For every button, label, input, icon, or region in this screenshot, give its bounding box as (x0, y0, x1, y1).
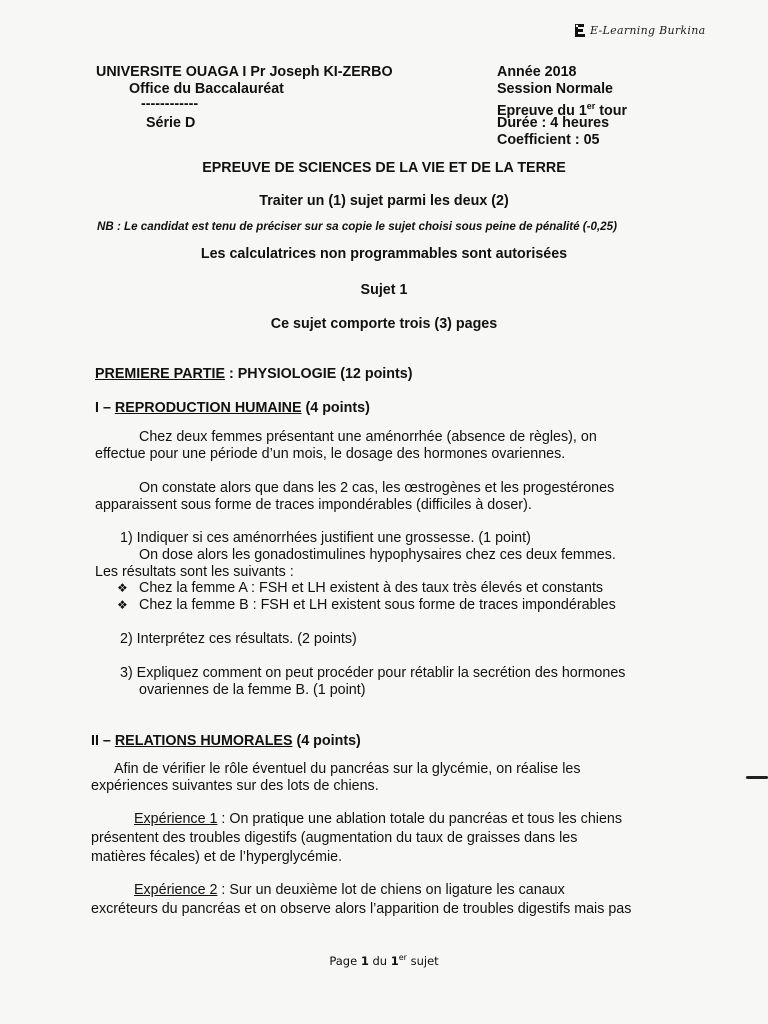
session: Session Normale (497, 81, 614, 97)
section-two-heading: II – RELATIONS HUMORALES (4 points) (91, 733, 361, 749)
sec1-paragraph1-line1: Chez deux femmes présentant une aménorrhée (absence de règles), on (139, 429, 597, 445)
experience-1-line2: présentent des troubles digestifs (augmentation du taux de graisses dans les (91, 830, 578, 846)
diamond-bullet-icon: ❖ (117, 581, 128, 595)
nb-note: NB : Le candidat est tenu de préciser sur sa copie le sujet choisi sous peine de pénalité (-0,25) (97, 220, 617, 233)
header-dashes: ------------ (141, 96, 199, 112)
sec1-paragraph3-line2: Les résultats sont les suivants : (95, 564, 294, 580)
subject-heading: Sujet 1 (360, 282, 408, 298)
logo-text: E-Learning Burkina (590, 23, 706, 37)
logo (573, 22, 705, 38)
sec1-paragraph3-line1: On dose alors les gonadostimulines hypophysaires chez ces deux femmes. (139, 547, 616, 563)
university-name: UNIVERSITE OUAGA I Pr Joseph KI-ZERBO (96, 64, 393, 80)
calculators-note: Les calculatrices non programmables sont autorisées (200, 246, 568, 262)
question-3-line2: ovariennes de la femme B. (1 point) (139, 682, 366, 698)
question-1: 1) Indiquer si ces aménorrhées justifient une grossesse. (1 point) (120, 530, 531, 546)
sec1-paragraph1-line2: effectue pour une période d’un mois, le dosage des hormones ovariennes. (95, 446, 566, 462)
experience-2-line2: excréteurs du pancréas et on observe alors l’apparition de troubles digestifs mais pas (91, 901, 632, 917)
page-footer: Page 1 du 1er sujet (329, 953, 439, 968)
question-2: 2) Interprétez ces résultats. (2 points) (120, 631, 357, 647)
sec1-paragraph2-line2: apparaissent sous forme de traces impondérables (difficiles à doser). (95, 497, 532, 513)
sec2-paragraph1-line1: Afin de vérifier le rôle éventuel du pancréas sur la glycémie, on réalise les (114, 761, 581, 777)
bullet-woman-a: ❖ Chez la femme A : FSH et LH existent à des taux très élevés et constants (117, 580, 604, 596)
experience-1-line1: Expérience 1 : On pratique une ablation totale du pancréas et tous les chiens (134, 811, 623, 827)
office-name: Office du Baccalauréat (129, 81, 284, 97)
pages-note: Ce sujet comporte trois (3) pages (270, 316, 498, 332)
sec2-paragraph1-line2: expériences suivantes sur des lots de chiens. (91, 778, 379, 794)
instruction: Traiter un (1) sujet parmi les deux (2) (259, 193, 509, 209)
diamond-bullet-icon: ❖ (117, 598, 128, 612)
section-one-heading: I – REPRODUCTION HUMAINE (4 points) (95, 400, 370, 416)
part-one-heading: PREMIERE PARTIE : PHYSIOLOGIE (12 points) (95, 366, 413, 382)
epreuve-tour: Epreuve du 1er tour (497, 101, 628, 119)
sec1-paragraph2-line1: On constate alors que dans les 2 cas, les œstrogènes et les progestérones (139, 480, 615, 496)
serie: Série D (146, 115, 196, 131)
question-3-line1: 3) Expliquez comment on peut procéder pour rétablir la secrétion des hormones (120, 665, 626, 681)
margin-mark (746, 776, 768, 779)
coefficient: Coefficient : 05 (497, 132, 600, 148)
experience-2-line1: Expérience 2 : Sur un deuxième lot de chiens on ligature les canaux (134, 882, 565, 898)
duration: Durée : 4 heures (497, 115, 610, 131)
bullet-woman-b: ❖ Chez la femme B : FSH et LH existent sous forme de traces impondérables (117, 597, 616, 613)
year: Année 2018 (497, 64, 577, 80)
e-learning-logo-icon (573, 22, 587, 38)
exam-title: EPREUVE DE SCIENCES DE LA VIE ET DE LA TERRE (202, 160, 566, 176)
experience-1-line3: matières fécales) et de l’hyperglycémie. (91, 849, 343, 865)
